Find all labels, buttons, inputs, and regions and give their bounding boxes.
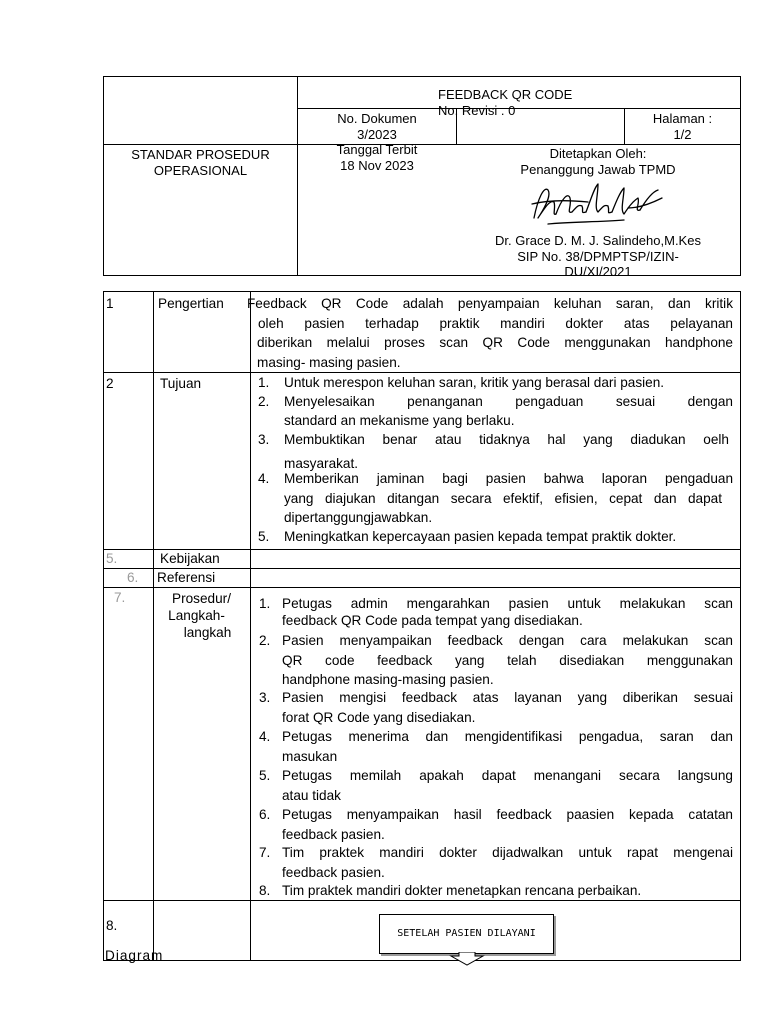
list-item-text [284,392,733,412]
section-6-title: Referensi [157,570,216,585]
list-item-line: feedback pasien. [282,826,385,842]
list-item-line: Petugas menyampaikan hasil feedback paasien kepada catatan [282,807,733,822]
list-item-text [282,688,733,727]
sop-label-line1: STANDAR PROSEDUR [131,147,270,162]
list-item-line: masyarakat. [284,456,359,471]
list-item-text [282,631,733,690]
list-item-line: Memberikan jaminan bagi pasien bahwa laporan pengaduan [284,471,733,486]
down-arrow-icon [447,952,487,966]
list-item-text: Tim praktek mandiri dokter menetapkan rencana perbaikan. [282,883,642,898]
list-item-line: feedback pasien. [282,864,385,880]
signature-image [528,178,668,230]
list-item-line: feedback QR Code pada tempat yang disediakan. [282,613,583,628]
list-item-line: forat QR Code yang disediakan. [282,709,476,725]
section-5-title: Kebijakan [160,551,220,566]
section-5-number: 5. [106,551,118,566]
list-item-line: Menyelesaikan penanganan pengaduan sesuai dengan [284,394,733,409]
section-8-number: 8. [106,918,118,933]
list-item-line: Pasien mengisi feedback atas layanan yang diberikan sesuai [282,690,733,705]
list-item-line: Petugas menerima dan mengidentifikasi pengadua, saran dan [282,729,733,744]
page-label: Halaman : [652,111,713,126]
doc-number-value: 3/2023 [357,127,397,142]
sip-number-line1: SIP No. 38/DPMPTSP/IZIN- [517,249,679,264]
section-7-title [153,590,250,641]
page-value: 1/2 [673,127,692,142]
revision-number: No. Revisi . 0 [438,103,516,118]
list-item-text [282,843,733,882]
list-item-number: 6. [259,807,271,822]
signer-name: Dr. Grace D. M. J. Salindeho,M.Kes [495,233,701,248]
section-1-number: 1 [106,296,114,311]
section-7-title-line: Langkah- [168,608,225,623]
section-1-line: diberikan melalui proses scan QR Code menggunakan handphone [257,335,733,350]
list-item-number: 5. [258,529,270,544]
flowchart-start-label: SETELAH PASIEN DILAYANI [397,928,536,939]
section-7-title-line: langkah [183,625,232,640]
flowchart-start-box [379,914,554,954]
list-item-line: Petugas memilah apakah dapat menangani secara langsung [282,768,733,783]
list-item-number: 7. [259,845,271,860]
list-item-number: 8. [259,883,271,898]
sip-number-line2: DU/XI/2021 [564,264,632,279]
list-item-number: 3. [259,690,271,705]
list-item-line: atau tidak [282,787,341,803]
section-1-line: Feedback QR Code adalah penyampaian keluhan saran, dan kritik [247,296,733,311]
list-item-text [282,727,733,766]
list-item-text: Untuk merespon keluhan saran, kritik yang berasal dari pasien. [284,375,665,390]
list-item-text [282,805,733,844]
section-6-number: 6. [127,570,139,585]
list-item-number: 5. [259,768,271,783]
approved-by: Penanggung Jawab TPMD [520,162,676,177]
list-item-line: Pasien menyampaikan feedback dengan cara melakukan scan [282,633,733,648]
list-item-line: Tim praktek mandiri dokter dijadwalkan untuk rapat mengenai [282,845,733,860]
list-item-text: Meningkatkan kepercayaan pasien kepada tempat praktik dokter. [284,529,677,544]
document-title: FEEDBACK QR CODE [438,87,573,102]
list-item-number: 2. [258,394,270,409]
list-item-text [284,469,733,528]
list-item-number: 3. [258,432,270,447]
list-item-line: yang diajukan ditangan secara efektif, efisien, cepat dan dapat [284,490,722,506]
issue-date-label: Tanggal Terbit [336,142,418,157]
list-item-number: 2. [259,633,271,648]
section-2-title: Tujuan [160,376,202,391]
list-item-line: dipertanggungjawabkan. [284,510,433,525]
list-item-line: masukan [282,748,338,764]
list-item-text [282,594,733,614]
section-7-number: 7. [114,590,126,605]
sop-label [104,147,297,179]
list-item-line: standard an mekanisme yang berlaku. [284,413,515,428]
list-item-line: Membuktikan benar atau tidaknya hal yang diadukan oelh [284,432,729,447]
list-item-number: 4. [259,729,271,744]
section-1-line: masing- masing pasien. [257,354,401,370]
section-1-line: oleh pasien terhadap praktik mandiri dokter atas pelayanan [258,315,733,331]
section-2-number: 2 [106,376,114,391]
list-item-text [284,430,729,450]
doc-number-label: No. Dokumen [337,111,417,126]
section-1-title: Pengertian [158,296,224,311]
list-item-text [282,766,733,805]
list-item-number: 1. [259,596,271,611]
list-item-number: 1. [258,375,270,390]
section-7-title-line: Prosedur/ [172,591,231,606]
list-item-number: 4. [258,471,270,486]
sop-label-line2: OPERASIONAL [153,163,248,178]
section-1-content [247,294,733,372]
approved-label: Ditetapkan Oleh: [549,146,647,161]
list-item-line: QR code feedback yang telah disediakan menggunakan [282,652,733,668]
list-item-line: handphone masing-masing pasien. [282,672,494,687]
issue-date [298,142,456,174]
section-8-title: Diagram [105,948,164,963]
issue-date-value: 18 Nov 2023 [340,158,414,173]
list-item-line: Petugas admin mengarahkan pasien untuk melakukan scan [282,596,733,611]
